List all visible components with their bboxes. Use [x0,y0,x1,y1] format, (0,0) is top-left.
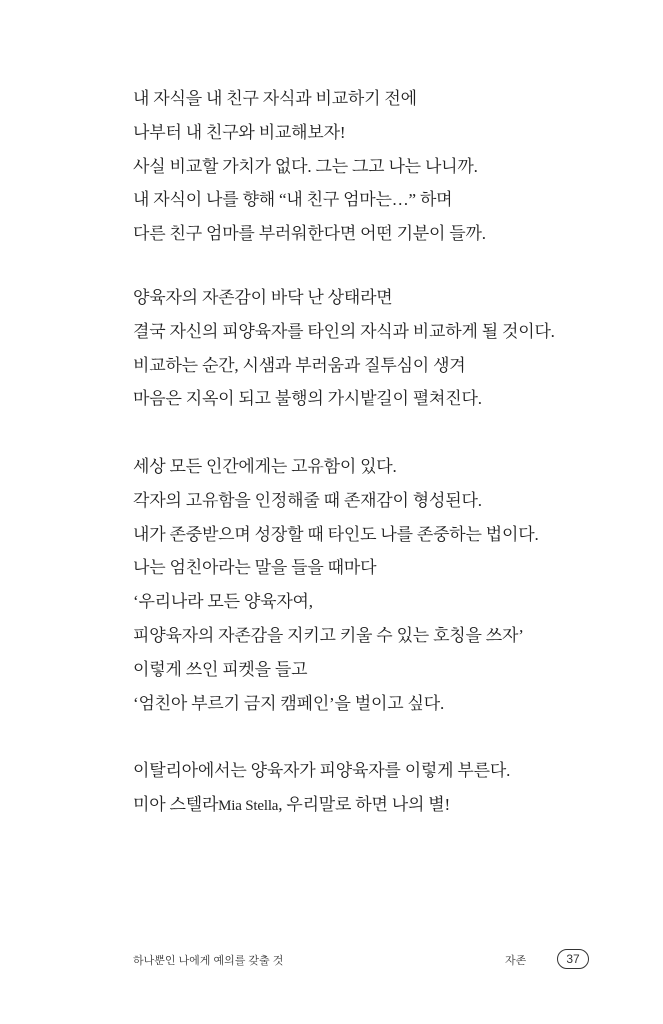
text-line: 피양육자의 자존감을 지키고 키울 수 있는 호칭을 쓰자’ [133,625,524,645]
text-line: 비교하는 순간, 시샘과 부러움과 질투심이 생겨 [133,355,466,375]
text-line: 이탈리아에서는 양육자가 피양육자를 이렇게 부른다. [133,761,511,780]
text-line: 다른 친구 엄마를 부러워한다면 어떤 기분이 들까. [133,224,486,244]
text-line: 나부터 내 친구와 비교해보자! [133,122,346,142]
text-segment: 미아 스텔라 [133,794,219,814]
text-line: ‘엄친아 부르기 금지 캠페인’을 벌이고 싶다. [133,693,444,713]
latin-term: Mia Stella [218,797,279,814]
text-line: 이렇게 쓰인 피켓을 들고 [133,659,308,679]
text-line: 양육자의 자존감이 바닥 난 상태라면 [133,288,393,307]
text-segment: , 우리말로 하면 나의 별! [278,794,450,814]
running-footer-book-title: 하나뿐인 나에게 예의를 갖출 것 [133,955,284,967]
text-line: 세상 모든 인간에게는 고유함이 있다. [133,457,397,476]
text-line: 각자의 고유함을 인정해줄 때 존재감이 형성된다. [133,490,482,510]
page-number: 37 [557,949,589,969]
paragraph-3 [133,450,539,720]
text-line: 내 자식을 내 친구 자식과 비교하기 전에 [133,89,417,108]
text-line: ‘우리나라 모든 양육자여, [133,592,313,612]
text-line: 내가 존중받으며 성장할 때 타인도 나를 존중하는 법이다. [133,524,539,544]
paragraph-4 [133,754,510,824]
running-footer-chapter: 자존 [505,955,527,967]
text-line: 나는 엄친아라는 말을 들을 때마다 [133,558,377,578]
text-line: 마음은 지옥이 되고 불행의 가시밭길이 펼쳐진다. [133,389,482,409]
paragraph-2 [133,281,555,416]
text-line: 내 자식이 나를 향해 “내 친구 엄마는…” 하며 [133,190,453,210]
text-line-last [133,788,510,824]
paragraph-1 [133,82,486,251]
text-line: 사실 비교할 가치가 없다. 그는 그고 나는 나니까. [133,156,478,176]
text-line: 결국 자신의 피양육자를 타인의 자식과 비교하게 될 것이다. [133,321,555,341]
